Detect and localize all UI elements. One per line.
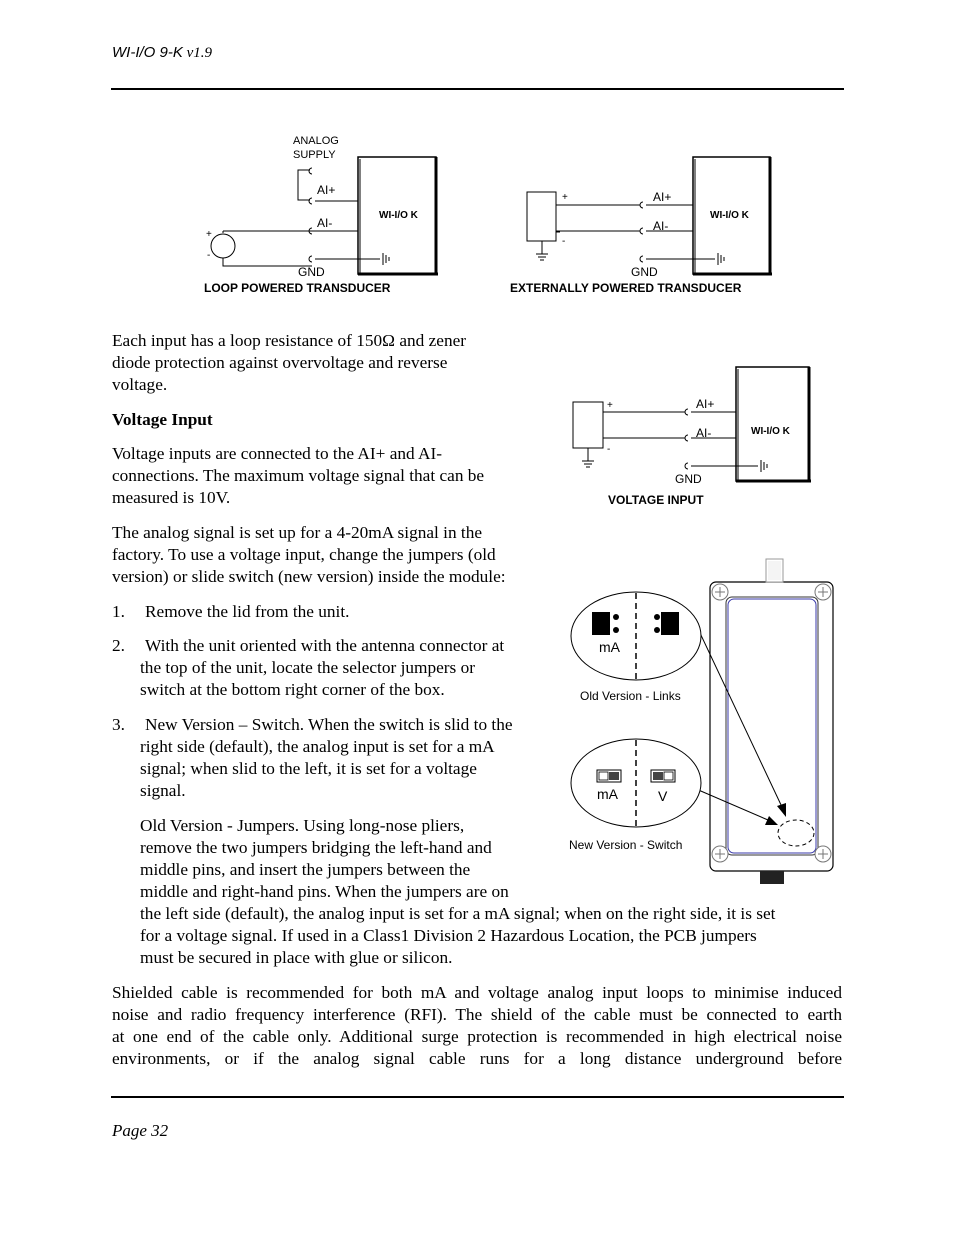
text-line: must be secured in place with glue or silicon.: [140, 948, 453, 967]
loop-powered-diagram: [190, 125, 450, 305]
para-analog-setup: [112, 522, 552, 588]
module-label: WI-I/O K: [751, 426, 790, 437]
page-header: [112, 44, 212, 62]
step-2-number: 2.: [112, 636, 125, 655]
text-line: Shielded cable is recommended for both mA and voltage analog input loops to minimise induced: [112, 983, 842, 1002]
gnd-label: GND: [631, 265, 658, 279]
text-line: the left side (default), the analog input is set for a mA signal; when on the right side, it is set: [140, 904, 776, 923]
text-line: switch at the bottom right corner of the box.: [140, 680, 445, 699]
text-line: measured is 10V.: [112, 488, 231, 507]
switch-ma-icon: [597, 770, 621, 782]
ai-minus-label: AI-: [653, 219, 669, 233]
new-ma-label: mA: [597, 786, 618, 802]
text-line: for a voltage signal. If used in a Class1 Division 2 Hazardous Location, the PCB jumpers: [140, 926, 757, 945]
jumper-right: [661, 612, 679, 635]
text-line: noise and radio frequency interference (RFI). The shield of the cable must be connected to earth: [112, 1005, 842, 1024]
module-label: WI-I/O K: [710, 210, 749, 221]
new-caption: New Version - Switch: [569, 838, 683, 852]
step-1-number: 1.: [112, 602, 125, 621]
page-number: Page 32: [112, 1121, 169, 1140]
text-line: right side (default), the analog input is set for a mA: [140, 737, 495, 756]
text-line: version) or slide switch (new version) inside the module:: [112, 567, 506, 586]
screw-top-right: [815, 584, 831, 600]
ai-minus-label: AI-: [696, 426, 712, 440]
text-line: environments, or if the analog signal cable runs for a long distance underground before: [112, 1049, 842, 1068]
old-caption: Old Version - Links: [580, 689, 681, 703]
text-line: diode protection against overvoltage and reverse: [112, 353, 448, 372]
para-shielded-cable: [112, 982, 842, 1070]
text-line: With the unit oriented with the antenna connector at: [145, 636, 505, 655]
text-line: factory. To use a voltage input, change the jumpers (old: [112, 545, 496, 564]
step-2-text: [140, 635, 560, 701]
analog-label: ANALOG: [293, 135, 339, 147]
new-v-label: V: [658, 788, 668, 804]
old-ma-label: mA: [599, 639, 620, 655]
footer-rule: [111, 1096, 844, 1098]
plus-label: +: [607, 400, 613, 411]
screw-top-left: [712, 584, 728, 600]
external-powered-diagram: [505, 150, 780, 305]
text-line: The analog signal is set up for a 4-20mA signal in the: [112, 523, 483, 542]
ai-plus-label: AI+: [653, 190, 672, 204]
plus-label: +: [206, 229, 212, 240]
text-line: at one end of the cable only. Additional surge protection is recommended in high electrical noise: [112, 1027, 842, 1046]
transducer-box: [527, 192, 556, 241]
step-1-text: Remove the lid from the unit.: [145, 602, 350, 621]
text-line: the top of the unit, locate the selector jumpers or: [140, 658, 475, 677]
text-line: middle pins, and insert the jumpers between the: [140, 860, 471, 879]
ai-plus-label: AI+: [317, 183, 336, 197]
para-loop-resistance: [112, 330, 532, 396]
para-voltage-inputs: [112, 443, 552, 509]
gnd-label: GND: [298, 265, 325, 279]
switch-v-icon: [651, 770, 675, 782]
text-line: voltage.: [112, 375, 168, 394]
step-3-text: [140, 714, 560, 802]
header-rule: [111, 88, 844, 90]
header-title: WI-I/O 9-K: [112, 44, 183, 61]
supply-label: SUPPLY: [293, 149, 336, 161]
voltage-input-diagram: [560, 360, 820, 515]
minus-label: -: [562, 236, 566, 247]
loop-caption: LOOP POWERED TRANSDUCER: [204, 281, 391, 295]
module-label: WI-I/O K: [379, 210, 418, 221]
voltage-caption: VOLTAGE INPUT: [608, 493, 704, 507]
text-line: New Version – Switch. When the switch is slid to the: [145, 715, 513, 734]
minus-label: -: [607, 444, 611, 455]
text-line: connections. The maximum voltage signal that can be: [112, 466, 485, 485]
text-line: signal; when slid to the left, it is set for a voltage: [140, 759, 477, 778]
jumper-left: [592, 612, 610, 635]
step-3-old-version-text: [140, 815, 840, 969]
voltage-source-box: [573, 402, 603, 448]
text-line: signal.: [140, 781, 186, 800]
step-3-number: 3.: [112, 715, 125, 734]
text-line: Each input has a loop resistance of 150Ω and zener: [112, 331, 467, 350]
text-line: remove the two jumpers bridging the left-hand and: [140, 838, 492, 857]
voltage-input-heading: Voltage Input: [112, 410, 213, 429]
ai-plus-label: AI+: [696, 397, 715, 411]
module-box: [736, 367, 809, 481]
header-version: v1.9: [182, 45, 213, 61]
external-caption: EXTERNALLY POWERED TRANSDUCER: [510, 281, 742, 295]
ai-minus-label: AI-: [317, 216, 333, 230]
gnd-label: GND: [675, 472, 702, 486]
text-line: Old Version - Jumpers. Using long-nose pliers,: [140, 816, 465, 835]
plus-label: +: [562, 192, 568, 203]
text-line: middle and right-hand pins. When the jumpers are on: [140, 882, 509, 901]
text-line: Voltage inputs are connected to the AI+ and AI-: [112, 444, 442, 463]
minus-label: -: [207, 250, 211, 261]
